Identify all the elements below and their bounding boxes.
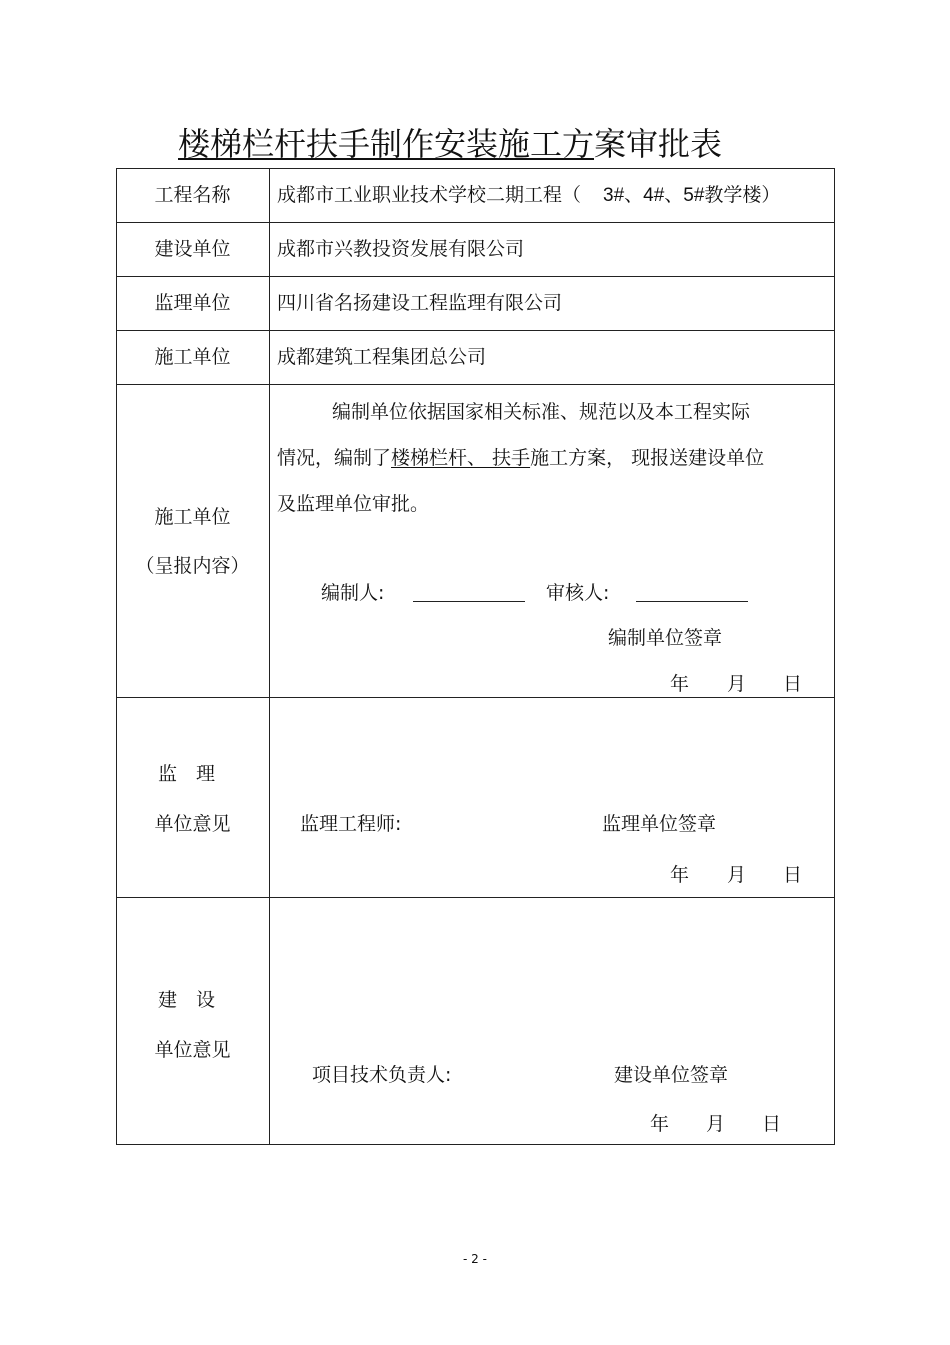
submission-text-line2 bbox=[277, 445, 764, 471]
project-name-value bbox=[277, 182, 780, 209]
owner-opinion-label-line1: 建 设 bbox=[158, 989, 216, 1011]
submission-label-line2: （呈报内容） bbox=[135, 555, 250, 577]
supervisor-label: 监理单位 bbox=[154, 292, 231, 314]
reviewer-label: 审核人: bbox=[546, 582, 610, 604]
supervision-label-line2: 单位意见 bbox=[154, 813, 231, 835]
preparer-signature-line[interactable] bbox=[413, 601, 525, 602]
owner-value: 成都市兴教投资发展有限公司 bbox=[277, 238, 525, 260]
row-divider bbox=[116, 330, 835, 331]
submission-month: 月 bbox=[727, 673, 747, 695]
row-divider bbox=[116, 222, 835, 223]
row-divider bbox=[116, 384, 835, 385]
submission-year: 年 bbox=[670, 673, 690, 695]
tech-lead-label: 项目技术负责人: bbox=[312, 1064, 452, 1086]
owner-opinion-month: 月 bbox=[706, 1113, 726, 1135]
submission-text-a: 情况，编制了 bbox=[277, 447, 392, 469]
owner-opinion-label-line2: 单位意见 bbox=[154, 1039, 231, 1061]
column-divider bbox=[269, 168, 270, 1145]
submission-text-line3: 及监理单位审批。 bbox=[277, 493, 430, 515]
owner-label: 建设单位 bbox=[154, 238, 231, 260]
supervision-year: 年 bbox=[670, 864, 690, 886]
row-divider bbox=[116, 697, 835, 698]
preparer-seal-label: 编制单位签章 bbox=[608, 627, 723, 649]
project-name-suffix: 教学楼） bbox=[704, 184, 781, 206]
row-divider bbox=[116, 276, 835, 277]
submission-text-b: 施工方案， 现报送建设单位 bbox=[530, 447, 765, 469]
supervisor-value: 四川省名扬建设工程监理有限公司 bbox=[277, 292, 563, 314]
supervising-engineer-label: 监理工程师: bbox=[300, 813, 402, 835]
submission-day: 日 bbox=[783, 673, 803, 695]
project-name-text: 成都市工业职业技术学校二期工程（ bbox=[277, 184, 582, 206]
submission-label-line1: 施工单位 bbox=[154, 506, 231, 528]
supervision-label-line1: 监 理 bbox=[158, 763, 216, 785]
owner-seal-label: 建设单位签章 bbox=[614, 1064, 729, 1086]
supervision-day: 日 bbox=[783, 864, 803, 886]
contractor-label: 施工单位 bbox=[154, 346, 231, 368]
page-number: - 2 - bbox=[463, 1252, 487, 1266]
row-divider bbox=[116, 897, 835, 898]
reviewer-signature-line[interactable] bbox=[636, 601, 748, 602]
title-rest: 案审批表 bbox=[594, 125, 723, 163]
building-numbers: 3#、4#、5# bbox=[603, 185, 705, 206]
supervision-month: 月 bbox=[727, 864, 747, 886]
submission-text-underlined: 楼梯栏杆、 扶手 bbox=[391, 447, 531, 469]
owner-opinion-day: 日 bbox=[762, 1113, 782, 1135]
owner-opinion-year: 年 bbox=[650, 1113, 670, 1135]
title-underlined: 楼梯栏杆扶手制作安装施工方 bbox=[178, 125, 595, 163]
supervision-seal-label: 监理单位签章 bbox=[602, 813, 717, 835]
preparer-label: 编制人: bbox=[321, 582, 385, 604]
page-title bbox=[178, 122, 722, 166]
project-name-label: 工程名称 bbox=[154, 184, 231, 206]
contractor-value: 成都建筑工程集团总公司 bbox=[277, 346, 487, 368]
submission-text-line1: 编制单位依据国家相关标准、规范以及本工程实际 bbox=[332, 401, 751, 423]
